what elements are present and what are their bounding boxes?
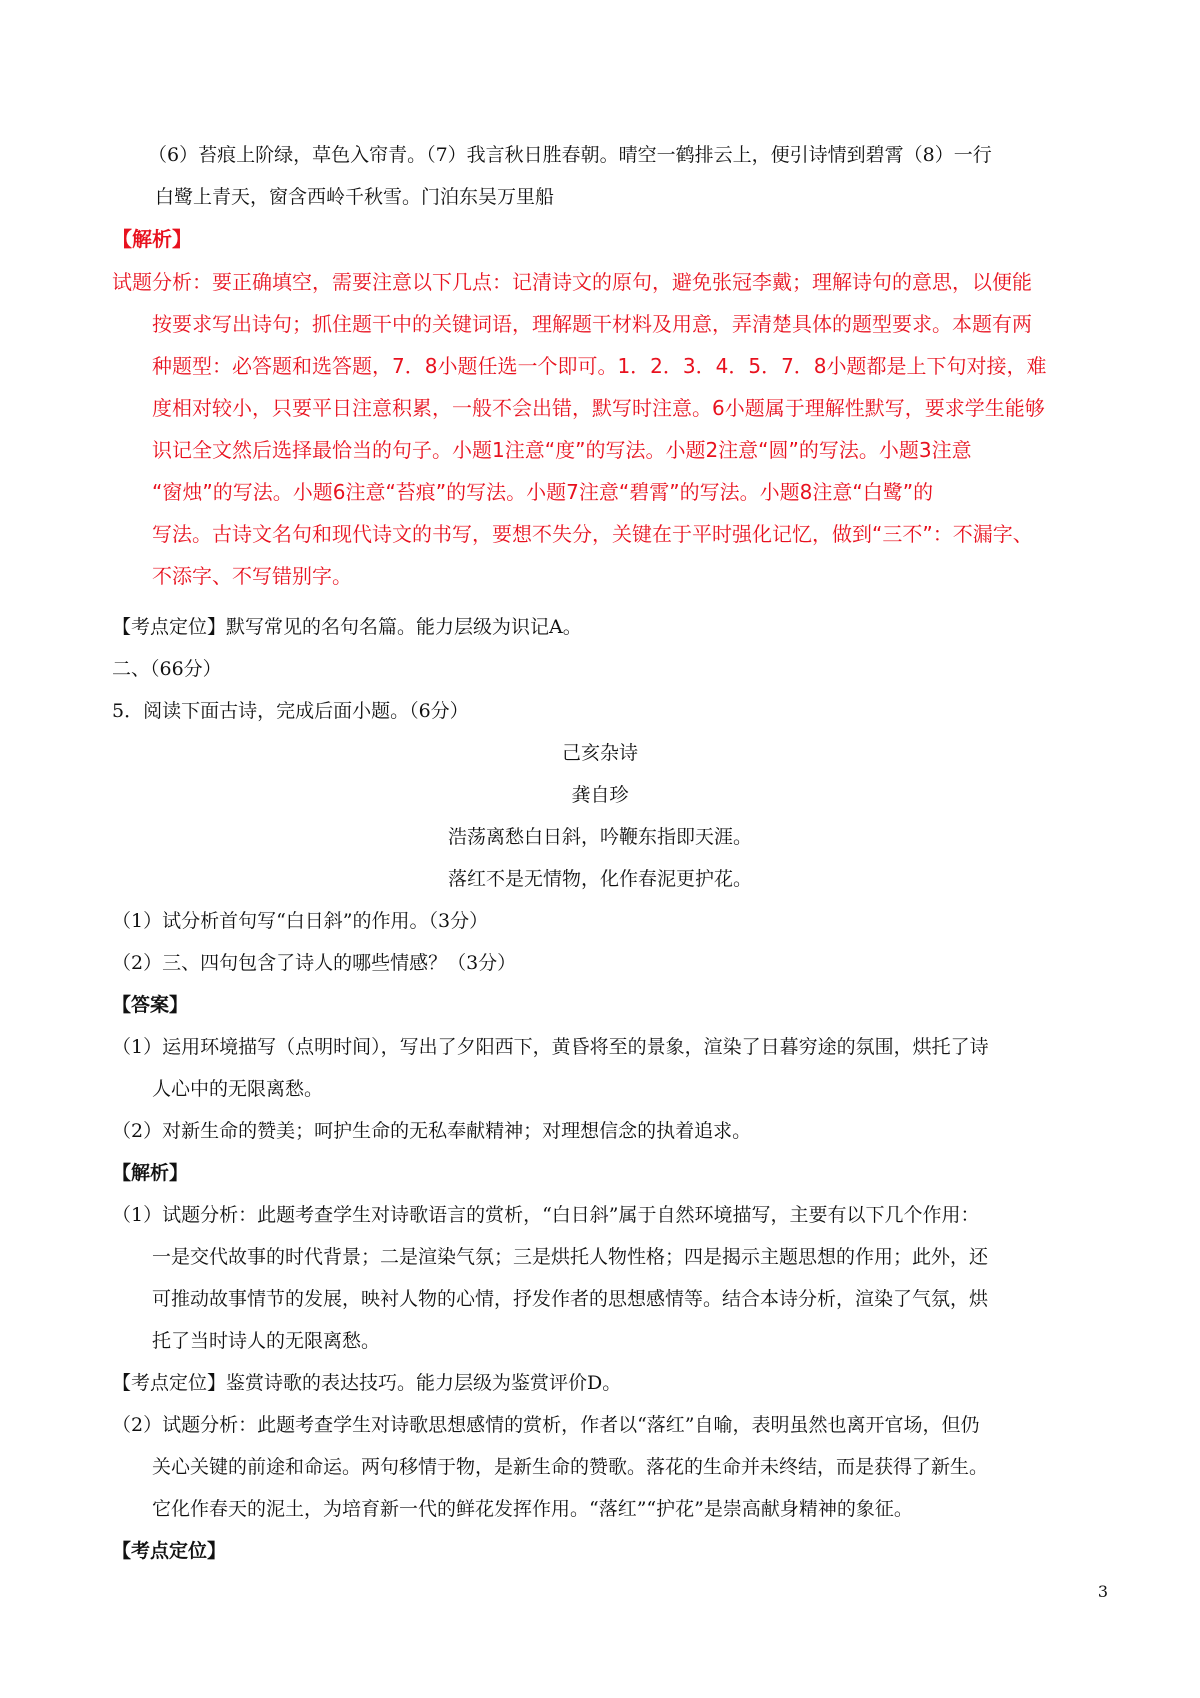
analysis-line: 关心关键的前途和命运。两句移情于物，是新生命的赞歌。落花的生命并未终结，而是获得了新生。 [152, 1456, 989, 1478]
poem-line: 落红不是无情物，化作春泥更护花。 [447, 868, 752, 890]
answer-line: （2）对新生命的赞美；呵护生命的无私奉献精神；对理想信念的执着追求。 [112, 1120, 752, 1142]
kaodian-note: 【考点定位】鉴赏诗歌的表达技巧。能力层级为鉴赏评价D。 [112, 1372, 622, 1394]
analysis-line: （1）试题分析：此题考查学生对诗歌语言的赏析，“白日斜”属于自然环境描写，主要有以下几个作用： [112, 1204, 980, 1226]
analysis-line: 写法。古诗文名句和现代诗文的书写，要想不失分，关键在于平时强化记忆，做到“三不”：不漏字、 [152, 522, 1033, 546]
analysis-line: 托了当时诗人的无限离愁。 [152, 1330, 381, 1352]
analysis-line: “窗烛”的写法。小题6注意“苔痕”的写法。小题7注意“碧霄”的写法。小题8注意“白鹭”的 [152, 480, 934, 504]
question-5: 5．阅读下面古诗，完成后面小题。（6分） [112, 700, 469, 722]
analysis-line: 度相对较小，只要平日注意积累，一般不会出错，默写时注意。6小题属于理解性默写，要求学生能够 [152, 396, 1045, 420]
answer-line: 人心中的无限离愁。 [152, 1078, 324, 1100]
page-number: 3 [1097, 1582, 1108, 1601]
kaodian-note: 【考点定位】 [112, 1540, 227, 1562]
section-heading: 二、（66分） [112, 658, 222, 680]
analysis-line: 它化作春天的泥土，为培育新一代的鲜花发挥作用。“落红”“护花”是崇高献身精神的象征。 [152, 1498, 913, 1520]
analysis-line: 种题型：必答题和选答题，7．8小题任选一个即可。1．2．3．4．5．7．8小题都是上下句对接，难 [152, 354, 1047, 378]
answer-line: 白鹭上青天，窗含西岭千秋雪。门泊东吴万里船 [155, 186, 555, 208]
answer-line: （1）运用环境描写（点明时间），写出了夕阳西下，黄昏将至的景象，渲染了日暮穷途的氛围，烘托了诗 [112, 1036, 989, 1058]
sub-question-2: （2）三、四句包含了诗人的哪些情感？（3分） [112, 952, 517, 974]
poem-author: 龚自珍 [571, 784, 629, 806]
answer-line: （6）苔痕上阶绿，草色入帘青。（7）我言秋日胜春朝。晴空一鹤排云上，便引诗情到碧霄（8）一行 [148, 144, 992, 166]
analysis-line: 识记全文然后选择最恰当的句子。小题1注意“度”的写法。小题2注意“圆”的写法。小题3注意 [152, 438, 972, 462]
analysis-line: 按要求写出诗句；抓住题干中的关键词语，理解题干材料及用意，弄清楚具体的题型要求。本题有两 [152, 312, 1032, 336]
analysis-line: 一是交代故事的时代背景；二是渲染气氛；三是烘托人物性格；四是揭示主题思想的作用；此外，还 [152, 1246, 989, 1268]
analysis-line: 可推动故事情节的发展，映衬人物的心情，抒发作者的思想感情等。结合本诗分析，渲染了气氛，烘 [152, 1288, 989, 1310]
poem-title: 己亥杂诗 [561, 742, 638, 764]
analysis-header: 【解析】 [112, 1162, 189, 1184]
analysis-line: 试题分析：要正确填空，需要注意以下几点：记清诗文的原句，避免张冠李戴；理解诗句的意思，以便能 [112, 270, 1032, 294]
sub-question-1: （1）试分析首句写“白日斜”的作用。（3分） [112, 910, 489, 932]
poem-line: 浩荡离愁白日斜，吟鞭东指即天涯。 [447, 826, 752, 848]
answer-header: 【答案】 [112, 994, 189, 1016]
analysis-header: 【解析】 [112, 227, 192, 251]
analysis-line: 不添字、不写错别字。 [152, 564, 352, 588]
analysis-line: （2）试题分析：此题考查学生对诗歌思想感情的赏析，作者以“落红”自喻，表明虽然也离开官场，但仍 [112, 1414, 980, 1436]
kaodian-note: 【考点定位】默写常见的名句名篇。能力层级为识记A。 [112, 616, 582, 638]
